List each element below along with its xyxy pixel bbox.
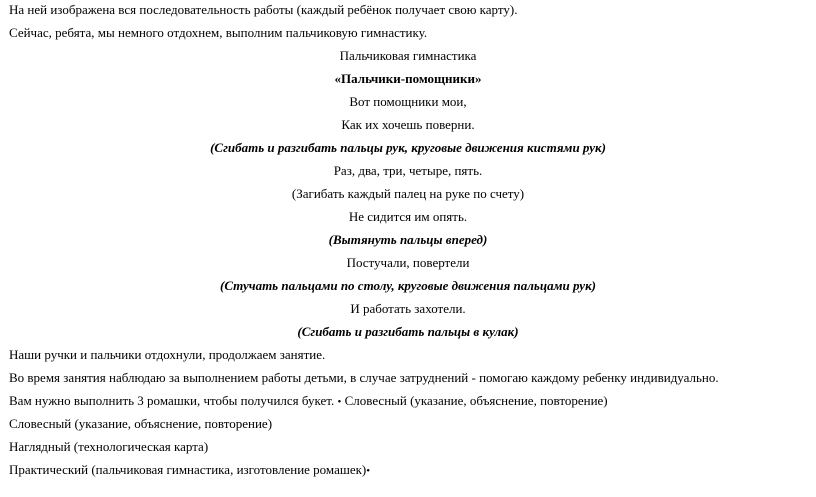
instruction-line: (Сгибать и разгибать пальцы рук, круговые движения кистями рук) <box>210 140 606 155</box>
intro-line: На ней изображена вся последовательность работы (каждый ребёнок получает свою карту). <box>9 2 518 17</box>
gymnastics-title: «Пальчики-помощники» <box>334 71 482 86</box>
poem-line: И работать захотели. <box>350 301 466 316</box>
bouquet-text: Вам нужно выполнить 3 ромашки, чтобы получился букет. <box>9 393 338 408</box>
poem-line: Вот помощники мои, <box>349 94 467 109</box>
method-practical: Практический (пальчиковая гимнастика, изготовление ромашек) <box>9 462 367 477</box>
poem-line: Раз, два, три, четыре, пять. <box>333 163 483 178</box>
method-visual: Наглядный (технологическая карта) <box>9 439 209 454</box>
bullet-icon: • <box>366 465 371 477</box>
paragraph-line <box>9 393 608 410</box>
rest-line: Сейчас, ребята, мы немного отдохнем, выполним пальчиковую гимнастику. <box>9 25 428 40</box>
instruction-line: (Сгибать и разгибать пальцы в кулак) <box>297 324 519 339</box>
method-practical-line <box>9 462 370 479</box>
inline-method-text: Словесный (указание, объяснение, повторение) <box>341 393 608 408</box>
poem-line: Как их хочешь поверни. <box>341 117 475 132</box>
instruction-line: (Загибать каждый палец на руке по счету) <box>291 186 525 201</box>
poem-line: Постучали, повертели <box>346 255 470 270</box>
instruction-line: (Стучать пальцами по столу, круговые движения пальцами рук) <box>220 278 596 293</box>
method-verbal: Словесный (указание, объяснение, повторение) <box>9 416 273 431</box>
poem-line: Не сидится им опять. <box>348 209 468 224</box>
gymnastics-heading: Пальчиковая гимнастика <box>339 48 477 63</box>
instruction-line: (Вытянуть пальцы вперед) <box>328 232 488 247</box>
bullet-icon: • <box>337 396 342 408</box>
paragraph-line: Наши ручки и пальчики отдохнули, продолжаем занятие. <box>9 347 326 362</box>
paragraph-line: Во время занятия наблюдаю за выполнением работы детьми, в случае затруднений - помогаю каждому ребенку индивидуально. <box>9 370 719 385</box>
